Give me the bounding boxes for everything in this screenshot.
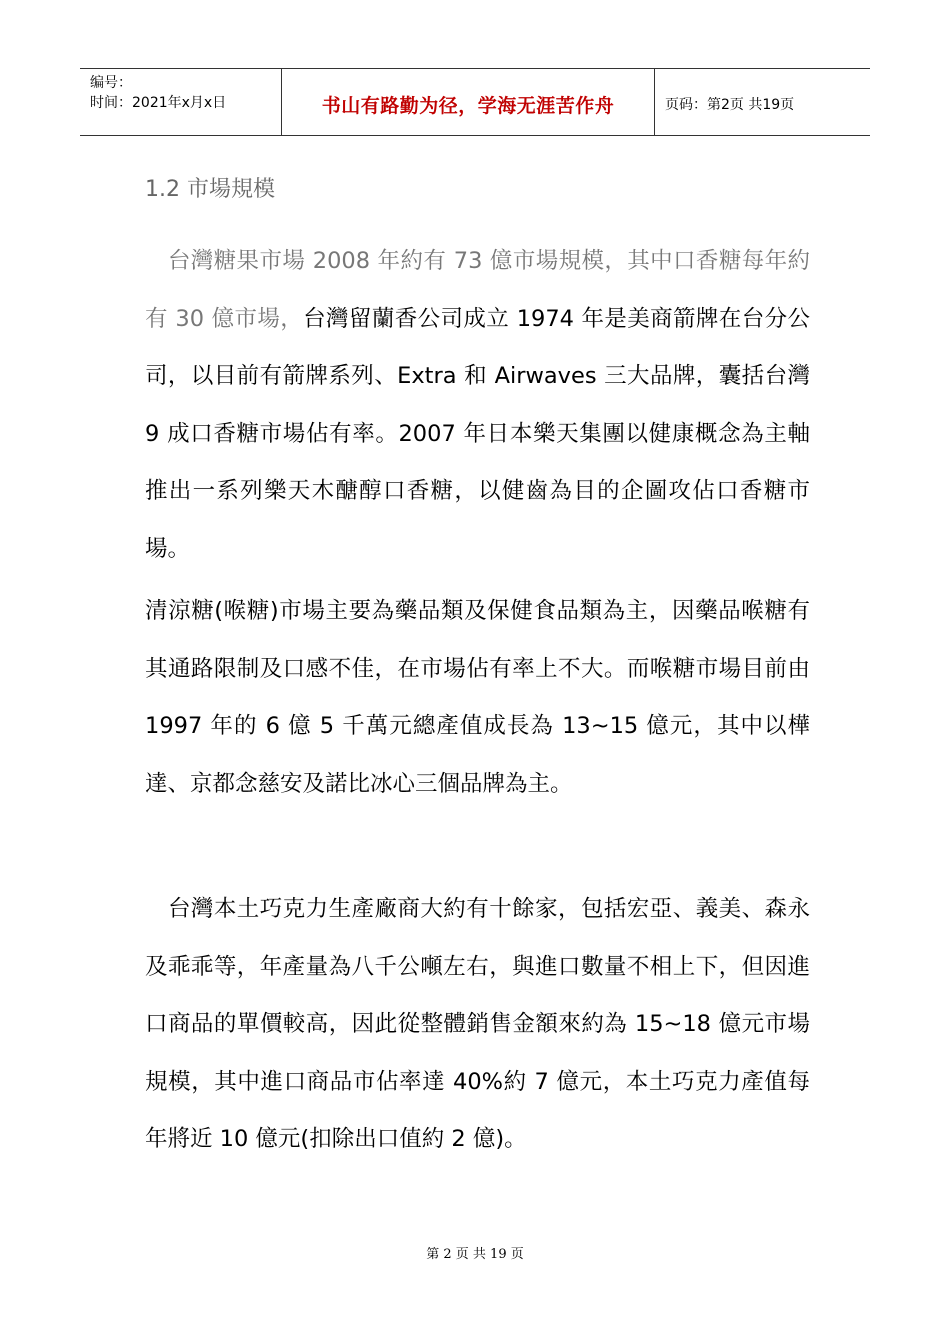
paragraph-chocolate: 台灣本土巧克力生產廠商大約有十餘家，包括宏亞、義美、森永及乖乖等，年產量為八千公噸左右，與進口數量不相上下，但因進口商品的單價較高，因此從整體銷售金額來約為 15~18 億元市場規模，其中進口商品市佔率達 40%約 7 億元，本土巧克力產值每年將近 10 億元(扣除出口值約 2 億)。: [145, 896, 810, 1152]
document-date: 时间：2021年x月x日: [90, 95, 227, 111]
page-footer: 第 2 页 共 19 页: [426, 1247, 524, 1262]
section-title: 1.2 市場規模: [145, 177, 275, 202]
document-number-label: 编号：: [90, 75, 132, 91]
paragraph-candy-market-body: 台灣留蘭香公司成立 1974 年是美商箭牌在台分公司，以目前有箭牌系列、Extra 和 Airwaves 三大品牌，囊括台灣 9 成口香糖市場佔有率。2007 年日本樂天集團以健康概念為主軸推出一系列樂天木醣醇口香糖，以健齒為目的企圖攻佔口香糖市場。: [145, 305, 810, 562]
paragraph-candy-market-intro: 台灣糖果市場 2008 年約有 73 億市場規模，其中口香糖每年約有 30 億市場，: [145, 248, 810, 332]
paragraph-candy-market: [145, 233, 810, 578]
paragraph-throat-candy: 清涼糖(喉糖)市場主要為藥品類及保健食品類為主，因藥品喉糖有其通路限制及口感不佳，在市場佔有率上不大。而喉糖市場目前由 1997 年的 6 億 5 千萬元總產值成長為 13~15 億元，其中以樺達、京都念慈安及諾比冰心三個品牌為主。: [145, 598, 810, 797]
page-header: [80, 68, 870, 136]
header-motto: 书山有路勤为径，学海无涯苦作舟: [282, 69, 655, 135]
header-meta-cell: [80, 69, 282, 135]
header-page-info: 页码：第2页 共19页: [665, 97, 795, 113]
